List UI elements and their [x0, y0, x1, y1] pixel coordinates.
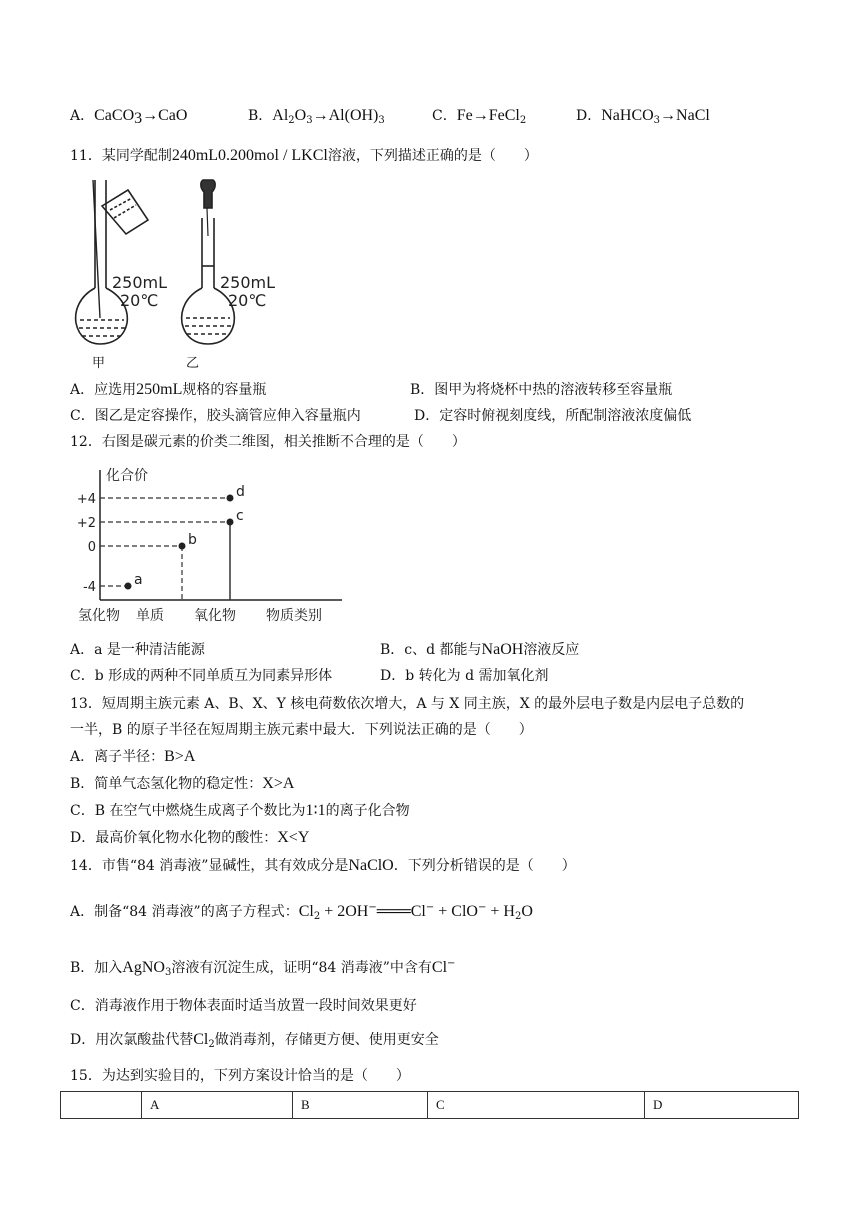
chart-x-category-label: 氧化物 [194, 608, 236, 624]
table-header-c: C [428, 1092, 645, 1119]
q13-stem-line2: 一半，B 的原子半径在短周期主族元素中最大．下列说法正确的是（ ） [70, 722, 533, 738]
table-row [61, 1092, 799, 1119]
flask-jia-volume: 250mL [112, 273, 168, 292]
chart-point-c [227, 519, 234, 526]
chart-x-category-label: 单质 [136, 608, 164, 624]
q14-option-b: B．加入AgNO$_3$溶液有沉淀生成，证明“84 消毒液”中含有Cl− [70, 958, 456, 978]
flask-jia-temp: 20℃ [120, 291, 159, 310]
q13-option-c: C．B 在空气中燃烧生成离子个数比为1∶1的离子化合物 [70, 802, 410, 819]
q11-option-d: D．定容时俯视刻度线，所配制溶液浓度偏低 [414, 408, 692, 424]
q14-option-d: D．用次氯酸盐代替$Cl_2$做消毒剂，存储更方便、使用更安全 [70, 1031, 439, 1050]
table-header-d: D [645, 1092, 799, 1119]
valence-class-chart [70, 460, 350, 630]
q12-option-d: D．b 转化为 d 需加氧化剂 [380, 668, 549, 684]
chart-y-tick-label: -4 [83, 580, 96, 595]
q13-stem-line1: 13．短周期主族元素 A、B、X、Y 核电荷数依次增大，A 与 X 同主族，X 的最外层电子数是内层电子总数的 [70, 696, 745, 712]
q12-stem: 12．右图是碳元素的价类二维图，相关推断不合理的是（ ） [70, 434, 466, 450]
q12-option-a: A．a 是一种清洁能源 [70, 642, 205, 658]
table-header-blank [61, 1092, 142, 1119]
q12-option-c: C．b 形成的两种不同单质互为同素异形体 [70, 668, 333, 684]
chart-y-axis-title: 化合价 [106, 468, 148, 484]
q11-option-b: B．图甲为将烧杯中热的溶液转移至容量瓶 [410, 382, 673, 398]
q13-option-d: D．最高价氧化物水化物的酸性：X<Y [70, 829, 310, 846]
chart-y-tick-label: 0 [87, 540, 96, 555]
chart-point-b [179, 543, 186, 550]
figure-label-jia: 甲 [92, 356, 106, 371]
q11-stem: 11．某同学配制240mL0.200mol / LKCl溶液，下列描述正确的是（ ） [70, 147, 538, 164]
q10-option-b: B．$Al_2O_3\to Al(OH)_3$ [248, 107, 385, 126]
figure-label-yi: 乙 [186, 356, 200, 371]
chart-point-a [125, 583, 132, 590]
chart-point-label-a: a [134, 572, 143, 588]
chart-point-label-c: c [236, 508, 244, 524]
flask-yi-volume: 250mL [220, 273, 276, 292]
q10-option-c: C．Fe→FeCl$_2$ [432, 107, 527, 126]
chart-point-label-b: b [188, 532, 197, 548]
flask-jia-illustration [76, 180, 148, 344]
q10-option-d: D．NaHCO$_3$→NaCl [576, 107, 710, 126]
q14-stem: 14．市售“84 消毒液”显碱性，其有效成分是NaClO．下列分析错误的是（ ） [70, 857, 576, 874]
table-header-a: A [142, 1092, 293, 1119]
q11-flask-figure [70, 178, 300, 348]
flask-yi-temp: 20℃ [228, 291, 267, 310]
chart-y-tick-label: +4 [76, 492, 96, 507]
flask-yi-illustration [182, 180, 235, 344]
q11-option-a: A．应选用250mL规格的容量瓶 [70, 381, 267, 398]
q14-option-c: C．消毒液作用于物体表面时适当放置一段时间效果更好 [70, 998, 417, 1014]
q15-stem: 15．为达到实验目的，下列方案设计恰当的是（ ） [70, 1068, 410, 1084]
table-header-b: B [293, 1092, 428, 1119]
q13-option-a: A．离子半径：B>A [70, 748, 196, 765]
q14-option-a: A．制备“84 消毒液”的离子方程式：$Cl_2$ + 2OH−═══Cl− + $ClO^- + H_2O$ [70, 902, 533, 922]
q15-options-table [60, 1091, 799, 1119]
chart-x-category-label: 氢化物 [78, 608, 120, 624]
chart-point-label-d: d [236, 484, 245, 500]
chart-point-d [227, 495, 234, 502]
chart-x-axis-title: 物质类别 [266, 608, 322, 624]
q12-option-b: B．c、d 都能与NaOH溶液反应 [380, 641, 580, 658]
q10-option-a: A．CaCO$_3$→CaO [70, 107, 188, 127]
chart-y-tick-label: +2 [76, 516, 96, 531]
q11-option-c: C．图乙是定容操作，胶头滴管应伸入容量瓶内 [70, 408, 361, 424]
q13-option-b: B．简单气态氢化物的稳定性：X>A [70, 775, 295, 792]
